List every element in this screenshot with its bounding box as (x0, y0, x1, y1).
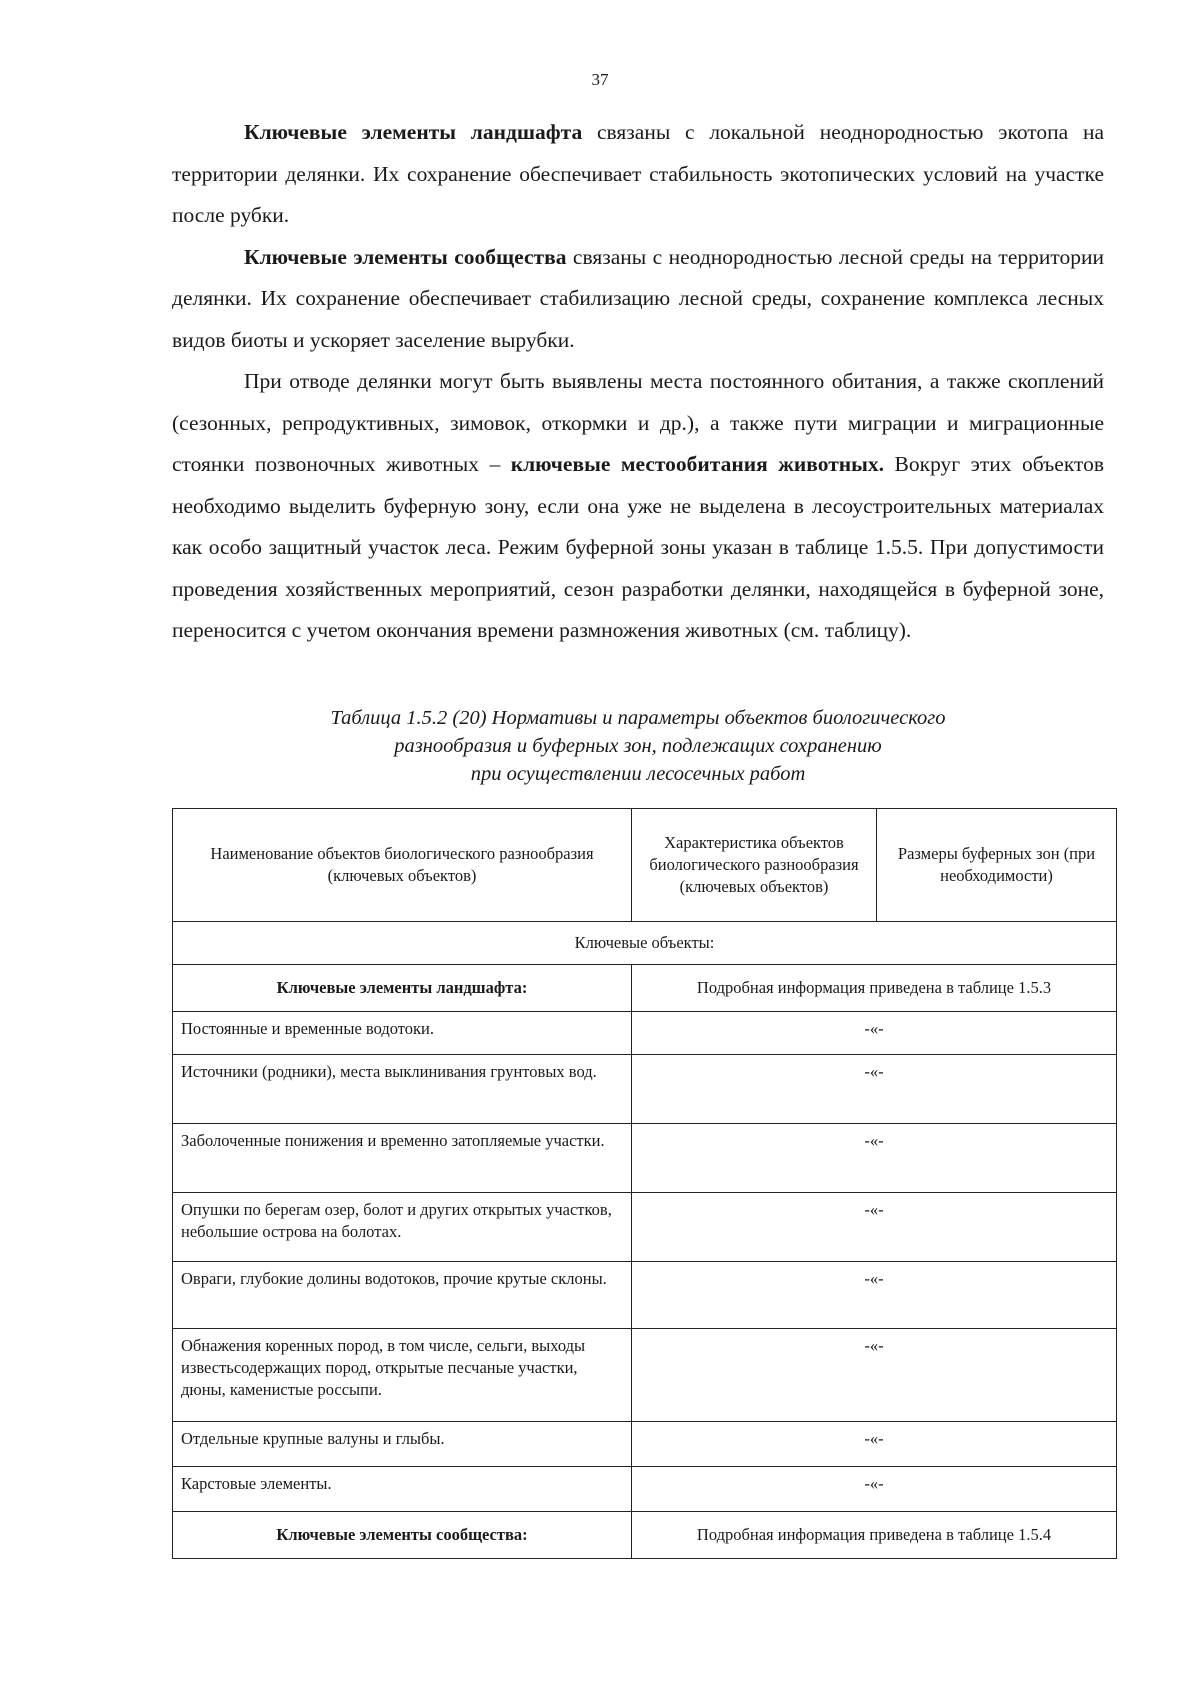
header-object-name: Наименование объектов биологического разнообразия (ключевых объектов) (173, 809, 632, 922)
row-object-name: Источники (родники), места выклинивания грунтовых вод. (173, 1055, 632, 1124)
row-object-name: Обнажения коренных пород, в том числе, сельги, выходы известьсодержащих пород, открытые песчаные участки, дюны, каменистые россыпи. (173, 1329, 632, 1422)
group-community-elements: Ключевые элементы сообщества: (173, 1512, 632, 1559)
group-landscape-info: Подробная информация приведена в таблице 1.5.3 (632, 965, 1117, 1012)
row-object-name: Опушки по берегам озер, болот и других открытых участков, небольшие острова на болотах. (173, 1193, 632, 1262)
group-community-info: Подробная информация приведена в таблице 1.5.4 (632, 1512, 1117, 1559)
table-row (173, 1124, 1117, 1193)
row-value: -«- (632, 1055, 1117, 1124)
paragraph-text: При отводе делянки могут быть выявлены места постоянного обитания, а также скоплений (сезонных, репродуктивных, зимовок, откормки и др.), а также пути миграции и миграционные стоянки позвоночных животных – (172, 369, 1104, 476)
row-object-name: Карстовые элементы. (173, 1467, 632, 1512)
table-group-row (173, 965, 1117, 1012)
paragraph-text: Вокруг этих объектов необходимо выделить буферную зону, если она уже не выделена в лесоустроительных материалах как особо защитный участок леса. Режим буферной зоны указан в таблице 1.5.5. При допустимости проведения хозяйственных мероприятий, сезон разработки делянки, находящейся в буферной зоне, переносится с учетом окончания времени размножения животных (см. таблицу). (172, 452, 1104, 642)
row-value: -«- (632, 1012, 1117, 1055)
paragraph-habitats (172, 361, 1104, 652)
row-value: -«- (632, 1329, 1117, 1422)
table-row (173, 1329, 1117, 1422)
table-group-row (173, 1512, 1117, 1559)
row-value: -«- (632, 1193, 1117, 1262)
row-value: -«- (632, 1262, 1117, 1329)
table-row (173, 1467, 1117, 1512)
row-object-name: Постоянные и временные водотоки. (173, 1012, 632, 1055)
row-value: -«- (632, 1467, 1117, 1512)
page-number: 37 (591, 70, 609, 89)
paragraph-text: связаны с неоднородностью лесной среды на территории делянки. Их сохранение обеспечивает стабилизацию лесной среды, сохранение комплекса лесных видов биоты и ускоряет заселение вырубки. (172, 244, 1104, 352)
group-landscape-elements: Ключевые элементы ландшафта: (173, 965, 632, 1012)
table-row (173, 1193, 1117, 1262)
paragraph-community (172, 237, 1104, 362)
header-buffer-size: Размеры буферных зон (при необходимости) (877, 809, 1117, 922)
term-key-habitats: ключевые местообитания животных. (510, 452, 885, 476)
row-object-name: Овраги, глубокие долины водотоков, прочие крутые склоны. (173, 1262, 632, 1329)
table-row (173, 1055, 1117, 1124)
row-value: -«- (632, 1422, 1117, 1467)
row-object-name: Заболоченные понижения и временно затопляемые участки. (173, 1124, 632, 1193)
table-caption (172, 704, 1104, 788)
term-community-elements: Ключевые элементы сообщества (244, 244, 567, 269)
table-row (173, 1012, 1117, 1055)
paragraph-landscape (172, 112, 1104, 237)
paragraph-text: связаны с локальной неоднородностью экотопа на территории делянки. Их сохранение обеспечивает стабильность экотопических условий на участке после рубки. (172, 120, 1104, 227)
table-section-row (173, 922, 1117, 965)
row-object-name: Отдельные крупные валуны и глыбы. (173, 1422, 632, 1467)
caption-line: разнообразия и буферных зон, подлежащих сохранению (394, 735, 882, 757)
caption-line: при осуществлении лесосечных работ (470, 763, 806, 785)
biodiversity-table (172, 808, 1117, 1559)
table-header-row (173, 809, 1117, 922)
term-landscape-elements: Ключевые элементы ландшафта (244, 120, 583, 144)
table-row (173, 1262, 1117, 1329)
section-key-objects: Ключевые объекты: (173, 922, 1117, 965)
body-text (172, 112, 1104, 652)
caption-line: Таблица 1.5.2 (20) Нормативы и параметры объектов биологического (330, 707, 946, 729)
table-row (173, 1422, 1117, 1467)
header-characteristics: Характеристика объектов биологического разнообразия (ключевых объектов) (632, 809, 877, 922)
row-value: -«- (632, 1124, 1117, 1193)
